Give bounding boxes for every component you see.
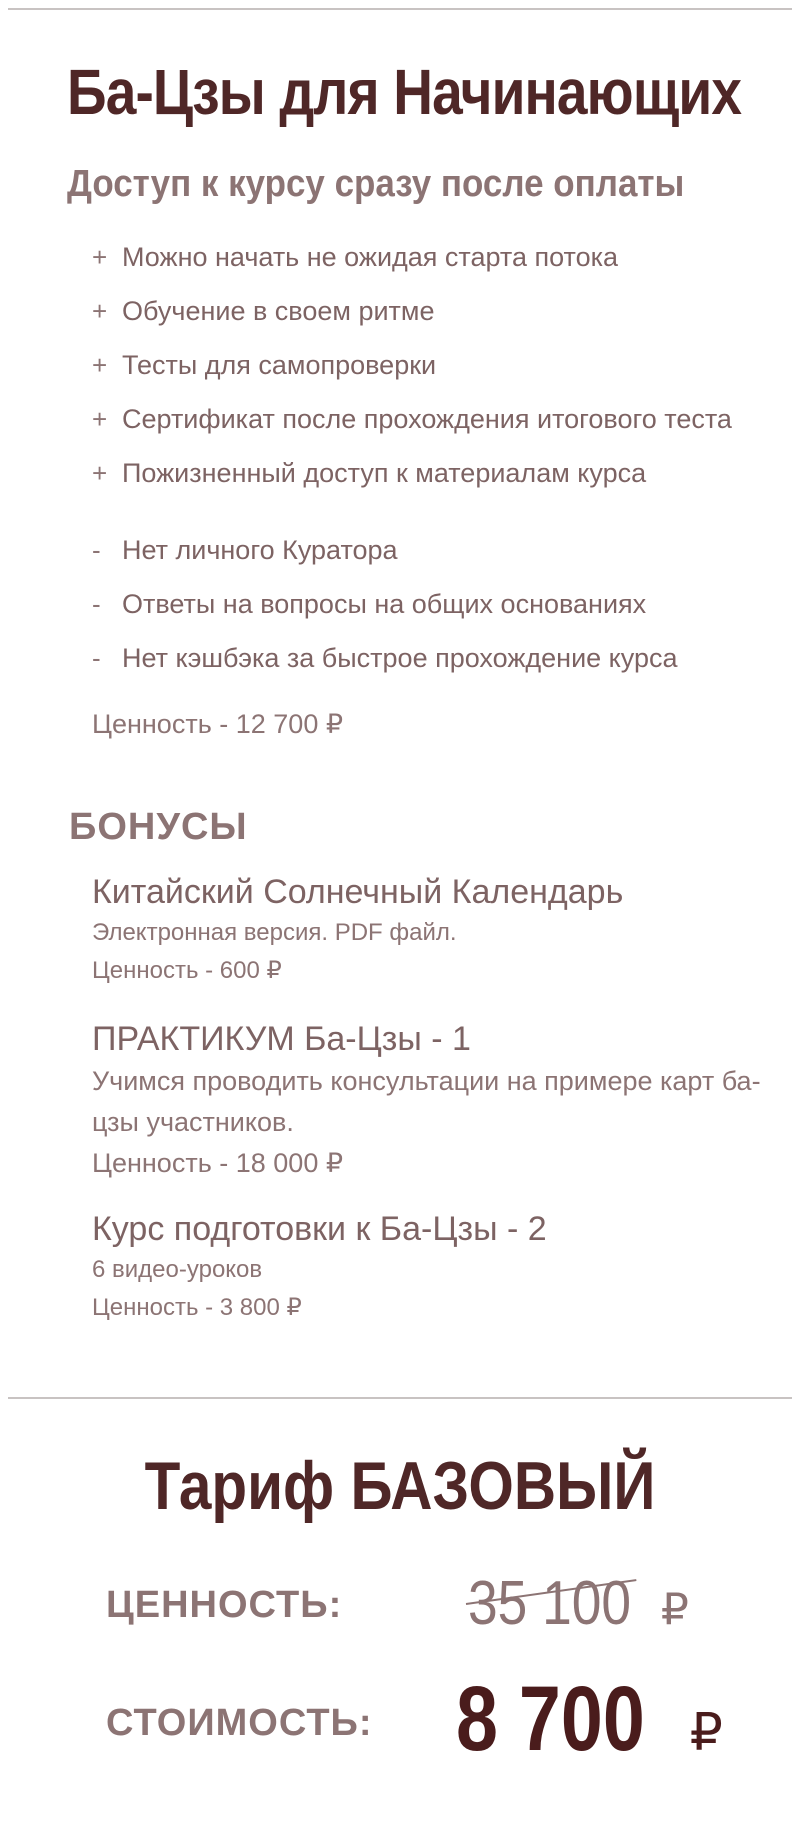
plus-icon: + (92, 295, 108, 326)
list-item (92, 577, 678, 631)
bonus-value: Ценность - 18 000 ₽ (92, 1148, 344, 1178)
list-item (92, 523, 678, 577)
list-item-text: Тесты для самопроверки (122, 349, 437, 380)
price-label: СТОИМОСТЬ: (106, 1702, 373, 1744)
tariff-title-text: Тариф БАЗОВЫЙ (144, 1448, 656, 1524)
bonus-value: Ценность - 600 ₽ (92, 957, 282, 984)
plus-icon: + (92, 349, 108, 380)
course-value: Ценность - 12 700 ₽ (92, 709, 344, 739)
bonus-value: Ценность - 3 800 ₽ (92, 1294, 302, 1321)
bonus-title: Курс подготовки к Ба-Цзы - 2 (92, 1210, 547, 1248)
course-title: Ба-Цзы для Начинающих (67, 56, 742, 128)
ruble-icon: ₽ (660, 1585, 689, 1634)
course-subtitle: Доступ к курсу сразу после оплаты (67, 163, 685, 205)
list-item-text: Сертификат после прохождения итогового теста (122, 403, 732, 434)
pros-list (92, 230, 732, 500)
list-item (92, 631, 678, 685)
list-item-text: Пожизненный доступ к материалам курса (122, 457, 647, 488)
tariff-title (0, 1444, 800, 1528)
bonus-item-calendar (92, 870, 772, 990)
list-item (92, 446, 732, 500)
bonuses-heading: БОНУСЫ (69, 806, 248, 848)
bonus-description: Электронная версия. PDF файл. (92, 919, 457, 946)
top-divider (8, 8, 792, 10)
list-item (92, 284, 732, 338)
bonus-item-prep-course (92, 1207, 772, 1327)
value-label: ЦЕННОСТЬ: (106, 1584, 343, 1626)
list-item (92, 392, 732, 446)
cons-list (92, 523, 678, 685)
minus-icon: - (92, 534, 101, 565)
list-item-text: Нет кэшбэка за быстрое прохождение курса (122, 642, 678, 673)
current-price-amount: 8 700 (456, 1668, 645, 1770)
minus-icon: - (92, 588, 101, 619)
list-item (92, 230, 732, 284)
old-price (468, 1566, 689, 1648)
bonus-description: Учимся проводить консультации на примере карт ба-цзы участников. (92, 1066, 761, 1137)
section-divider (8, 1397, 792, 1399)
plus-icon: + (92, 241, 108, 272)
bonus-title: ПРАКТИКУМ Ба-Цзы - 1 (92, 1020, 471, 1058)
list-item-text: Нет личного Куратора (122, 534, 398, 565)
list-item (92, 338, 732, 392)
bonus-description: 6 видео-уроков (92, 1256, 263, 1283)
bonus-title: Китайский Солнечный Календарь (92, 873, 624, 911)
bonus-item-practicum (92, 1017, 772, 1183)
ruble-icon: ₽ (689, 1704, 723, 1762)
minus-icon: - (92, 642, 101, 673)
plus-icon: + (92, 457, 108, 488)
list-item-text: Обучение в своем ритме (122, 295, 435, 326)
list-item-text: Ответы на вопросы на общих основаниях (122, 588, 647, 619)
current-price (456, 1667, 723, 1785)
plus-icon: + (92, 403, 108, 434)
list-item-text: Можно начать не ожидая старта потока (122, 241, 619, 272)
old-price-amount: 35 100 (468, 1569, 632, 1638)
